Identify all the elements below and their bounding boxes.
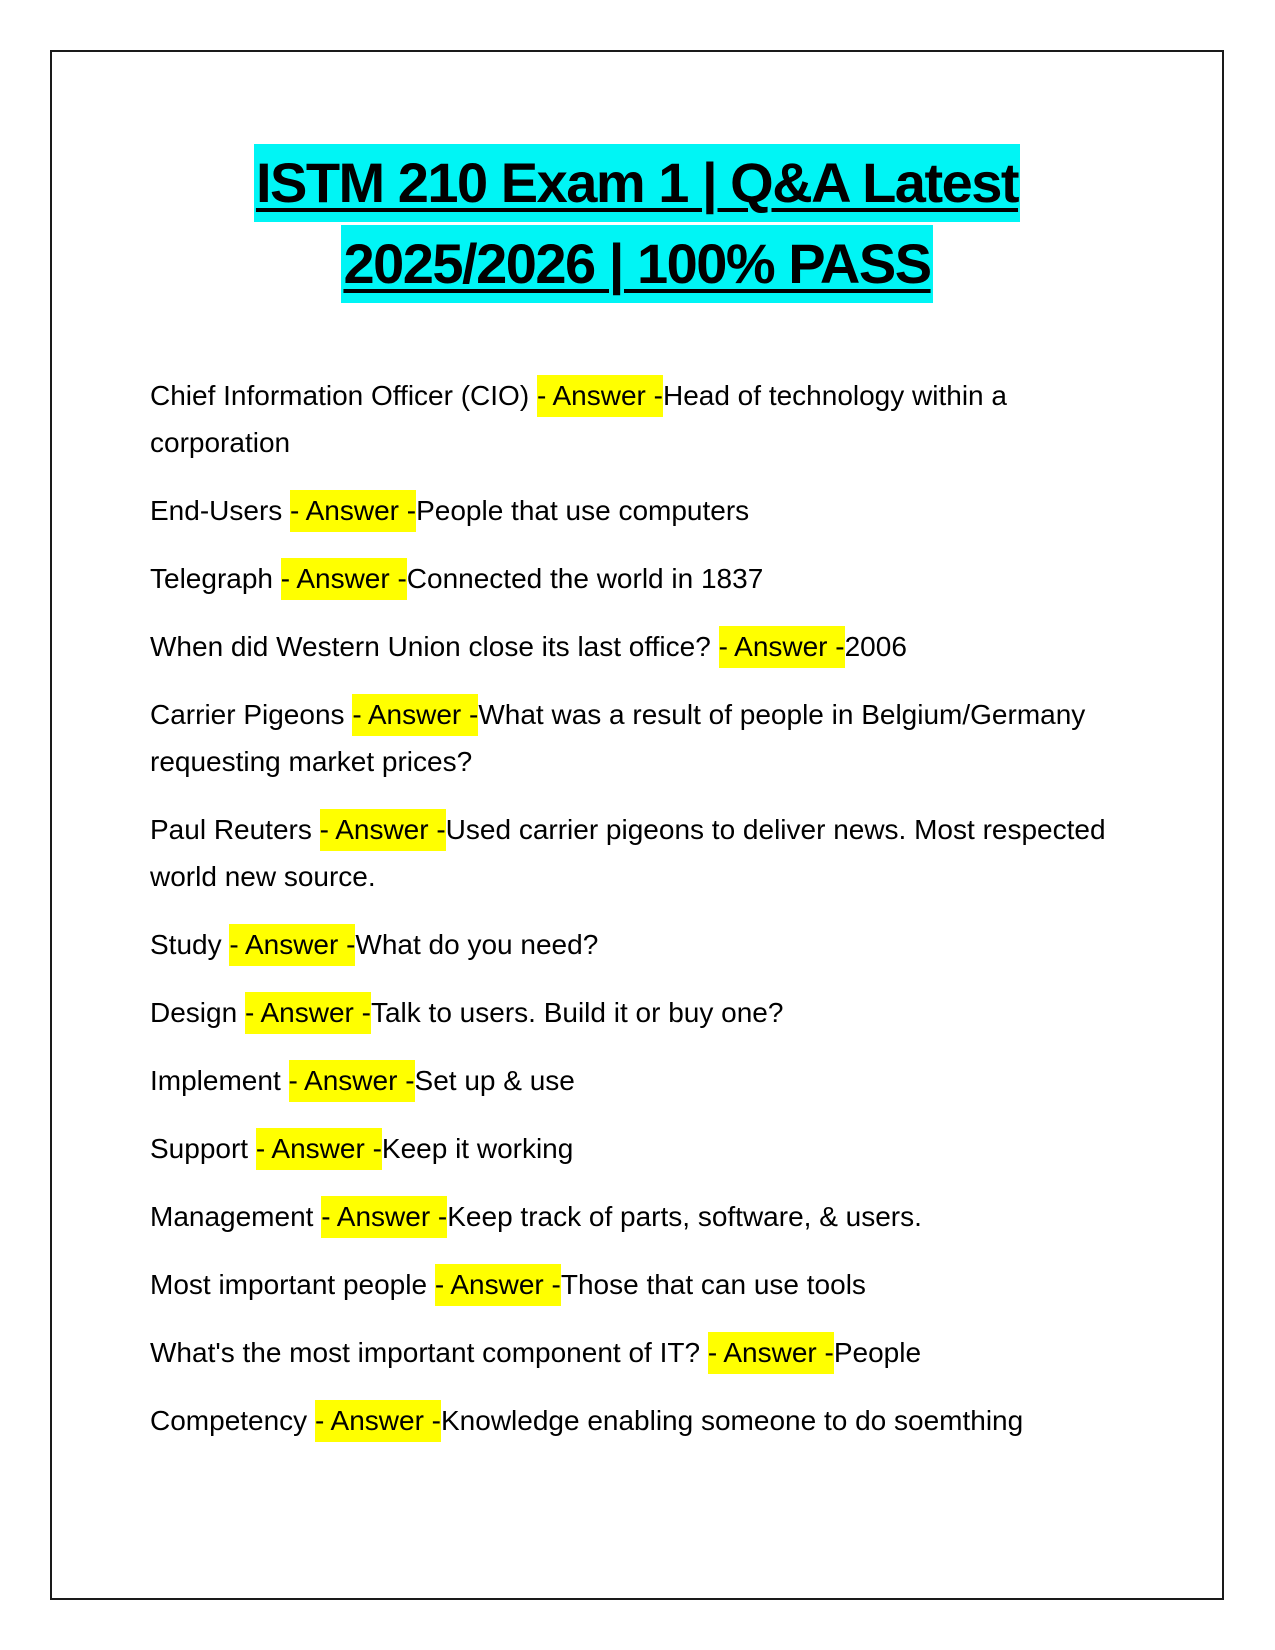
question-text: Support: [150, 1133, 256, 1164]
answer-text: What do you need?: [355, 929, 599, 960]
question-text: Telegraph: [150, 563, 281, 594]
question-text: Carrier Pigeons: [150, 699, 353, 730]
qa-item: [150, 691, 1110, 785]
answer-text: People: [833, 1337, 922, 1368]
answer-marker: - Answer -: [245, 992, 371, 1034]
title-line-2: 2025/2026 | 100% PASS: [341, 225, 932, 303]
qa-item: [150, 806, 1110, 900]
question-text: Most important people: [150, 1269, 435, 1300]
question-text: Implement: [150, 1065, 289, 1096]
qa-item: [150, 989, 1110, 1036]
question-text: Chief Information Officer (CIO): [150, 380, 537, 411]
answer-text: Keep it working: [381, 1133, 574, 1164]
answer-marker: - Answer -: [229, 924, 355, 966]
question-text: What's the most important component of IT?: [150, 1337, 708, 1368]
document-title: [50, 144, 1224, 306]
qa-item: [150, 372, 1110, 466]
question-text: When did Western Union close its last office?: [150, 631, 719, 662]
answer-marker: - Answer -: [435, 1264, 561, 1306]
answer-marker: - Answer -: [719, 626, 845, 668]
answer-text: Keep track of parts, software, & users.: [447, 1201, 922, 1232]
qa-item: [150, 1397, 1110, 1444]
qa-item: [150, 555, 1110, 602]
answer-marker: - Answer -: [315, 1400, 441, 1442]
answer-text: Talk to users. Build it or buy one?: [370, 997, 784, 1028]
question-text: Design: [150, 997, 245, 1028]
question-text: End-Users: [150, 495, 291, 526]
answer-text: What was a result of people in Belgium/Germany requesting market prices?: [150, 699, 1086, 777]
answer-text: Used carrier pigeons to deliver news. Most respected world new source.: [150, 814, 1106, 892]
question-text: Competency: [150, 1405, 315, 1436]
qa-item: [150, 623, 1110, 670]
qa-list: [150, 372, 1110, 1465]
question-text: Paul Reuters: [150, 814, 320, 845]
answer-text: 2006: [844, 631, 907, 662]
qa-item: [150, 1261, 1110, 1308]
question-text: Management: [150, 1201, 322, 1232]
qa-item: [150, 1329, 1110, 1376]
answer-marker: - Answer -: [352, 694, 478, 736]
answer-text: Knowledge enabling someone to do soemthing: [441, 1405, 1024, 1436]
qa-item: [150, 1125, 1110, 1172]
answer-marker: - Answer -: [281, 558, 407, 600]
answer-marker: - Answer -: [256, 1128, 382, 1170]
answer-marker: - Answer -: [537, 375, 663, 417]
answer-text: Those that can use tools: [560, 1269, 866, 1300]
answer-marker: - Answer -: [708, 1332, 834, 1374]
answer-marker: - Answer -: [321, 1196, 447, 1238]
answer-marker: - Answer -: [290, 490, 416, 532]
qa-item: [150, 1193, 1110, 1240]
qa-item: [150, 487, 1110, 534]
answer-text: People that use computers: [416, 495, 750, 526]
answer-text: Set up & use: [414, 1065, 575, 1096]
qa-item: [150, 921, 1110, 968]
title-line-1: ISTM 210 Exam 1 | Q&A Latest: [254, 144, 1020, 222]
answer-marker: - Answer -: [289, 1060, 415, 1102]
answer-marker: - Answer -: [320, 809, 446, 851]
answer-text: Head of technology within a corporation: [150, 380, 1007, 458]
qa-item: [150, 1057, 1110, 1104]
question-text: Study: [150, 929, 230, 960]
answer-text: Connected the world in 1837: [406, 563, 764, 594]
